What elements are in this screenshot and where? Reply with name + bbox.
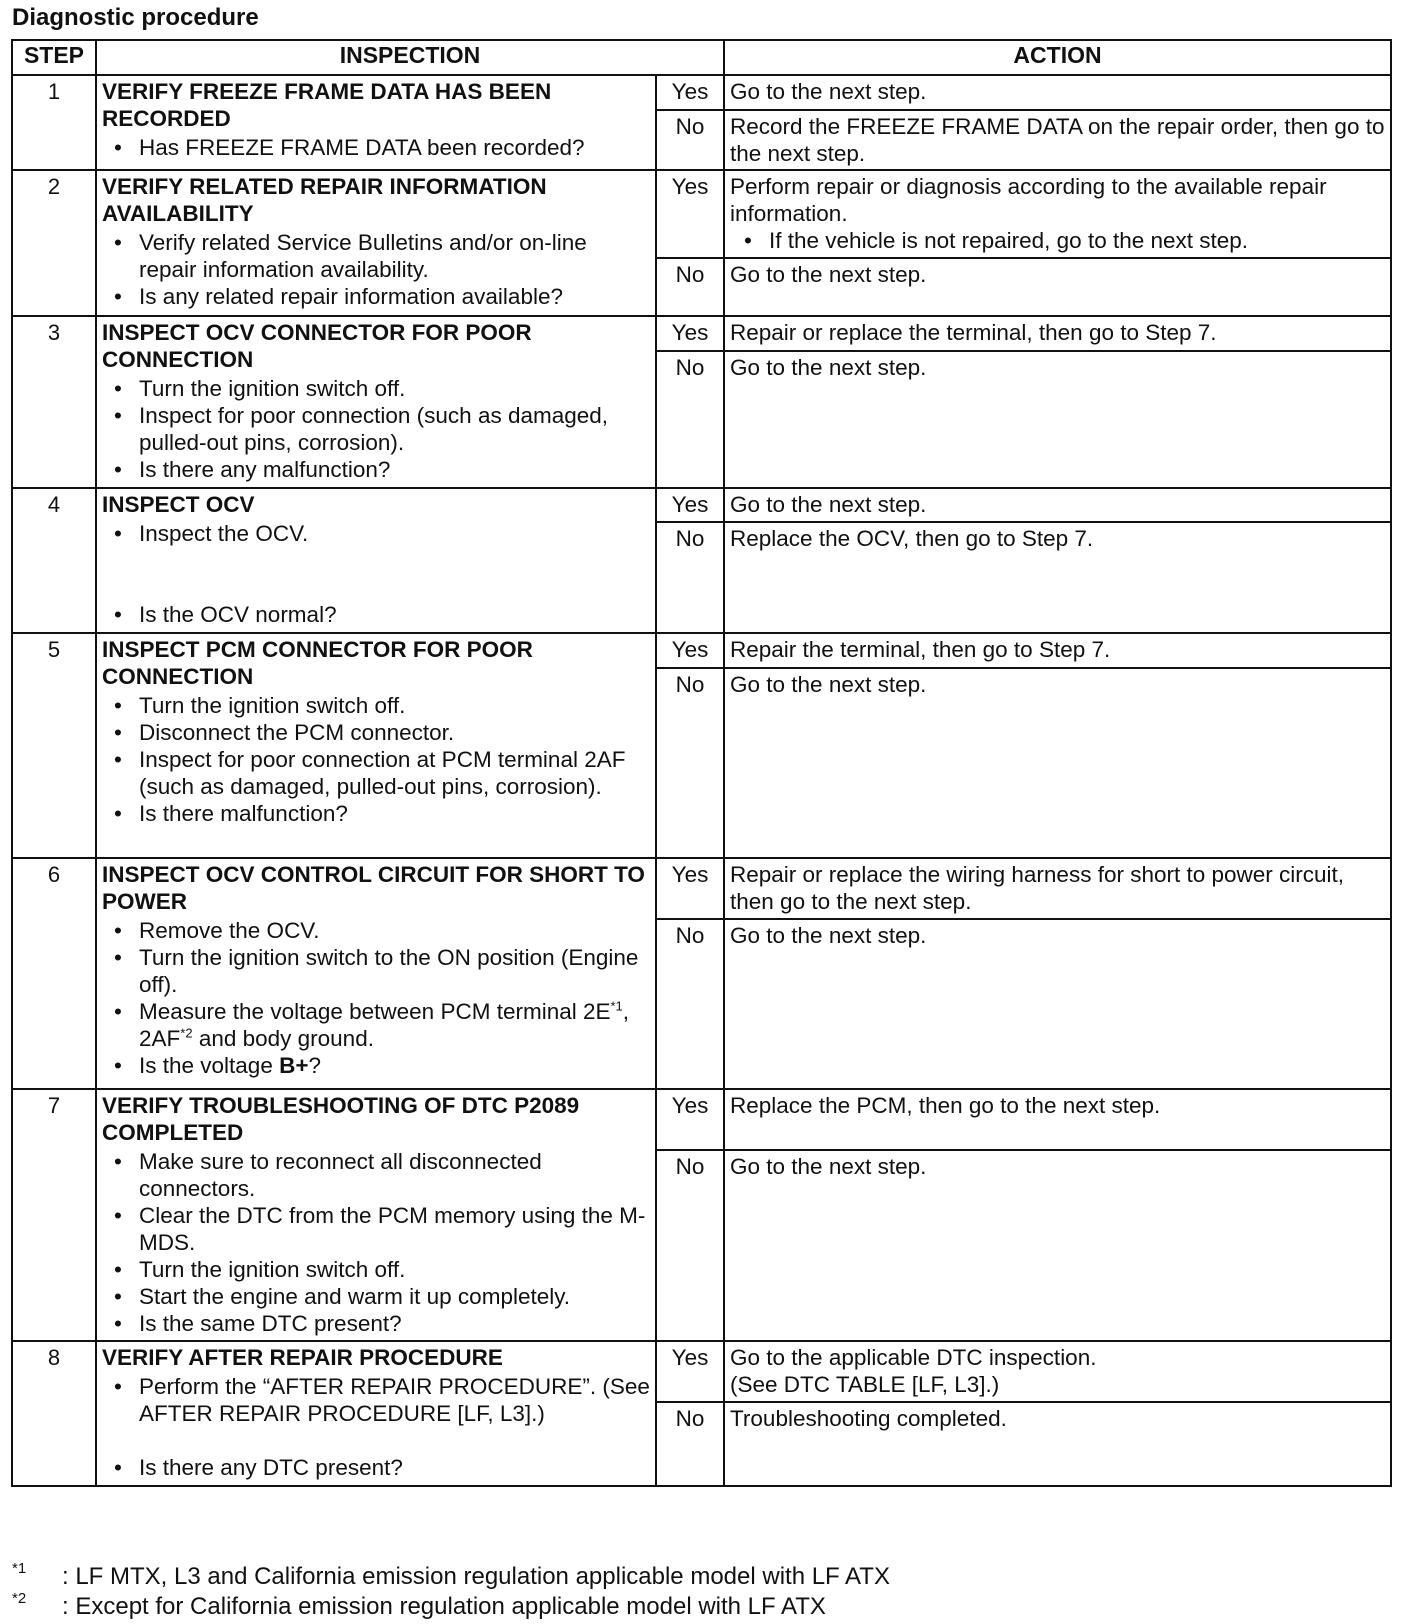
no-action: Go to the next step. (724, 919, 1391, 1089)
no-action: Go to the next step. (724, 258, 1391, 316)
yes-action-text: Perform repair or diagnosis according to the available repair information. (730, 174, 1327, 226)
step-number: 8 (12, 1341, 96, 1486)
no-label: No (656, 258, 724, 316)
yes-action: Go to the next step. (724, 75, 1391, 110)
no-action: Go to the next step. (724, 1150, 1391, 1341)
list-item: • Remove the OCV. (102, 917, 650, 944)
yes-label: Yes (656, 488, 724, 522)
list-item: • Disconnect the PCM connector. (102, 719, 650, 746)
header-step: STEP (12, 40, 96, 75)
inspection-cell (96, 170, 656, 316)
yes-action-text: Go to the applicable DTC inspection. (730, 1345, 1097, 1370)
yes-label: Yes (656, 1341, 724, 1402)
table-header-row (12, 40, 1391, 75)
yes-action: Repair or replace the terminal, then go to Step 7. (724, 316, 1391, 351)
footnote-mark: *2 (12, 1590, 27, 1607)
list-item: • Is there any malfunction? (102, 456, 650, 483)
page-title: Diagnostic procedure (12, 4, 259, 31)
inspection-list (102, 520, 650, 628)
inspection-list (102, 917, 650, 1079)
inspection-list (102, 134, 650, 161)
inspection-list (102, 229, 650, 310)
table-row (12, 75, 1391, 110)
list-item: • Turn the ignition switch off. (102, 1256, 650, 1283)
voltage-question-end: ? (308, 1053, 321, 1078)
step-title: VERIFY TROUBLESHOOTING OF DTC P2089 COMPLETED (102, 1093, 580, 1145)
no-action: Troubleshooting completed. (724, 1402, 1391, 1486)
footnote-2 (12, 1592, 890, 1622)
yes-action: Replace the PCM, then go to the next step. (724, 1089, 1391, 1150)
inspection-list (102, 375, 650, 483)
no-label: No (656, 522, 724, 633)
table-row (12, 316, 1391, 351)
list-item: • Is there any DTC present? (102, 1454, 650, 1481)
table-row (12, 1089, 1391, 1150)
footnote-text: : Except for California emission regulation applicable model with LF ATX (62, 1593, 826, 1620)
yes-action: Go to the next step. (724, 488, 1391, 522)
list-item: • Is the same DTC present? (102, 1310, 650, 1337)
list-item: • Inspect for poor connection at PCM terminal 2AF (such as damaged, pulled-out pins, corrosion). (102, 746, 650, 800)
step-number: 2 (12, 170, 96, 316)
list-item (102, 1052, 650, 1079)
step-number: 7 (12, 1089, 96, 1341)
list-item: • Start the engine and warm it up completely. (102, 1283, 650, 1310)
table-row (12, 488, 1391, 522)
yes-action-reference: (See DTC TABLE [LF, L3].) (730, 1372, 1000, 1397)
inspection-cell (96, 488, 656, 633)
footnote-1 (12, 1562, 890, 1592)
inspection-cell (96, 858, 656, 1089)
step-title: VERIFY RELATED REPAIR INFORMATION AVAILABILITY (102, 174, 547, 226)
step-number: 1 (12, 75, 96, 170)
step-title: INSPECT OCV CONTROL CIRCUIT FOR SHORT TO POWER (102, 862, 645, 914)
inspection-cell (96, 633, 656, 858)
footnote-ref-2: *2 (180, 1025, 193, 1041)
list-item: • Turn the ignition switch off. (102, 692, 650, 719)
list-item: • Perform the “AFTER REPAIR PROCEDURE”. (See AFTER REPAIR PROCEDURE [LF, L3].) (102, 1373, 650, 1427)
no-action: Replace the OCV, then go to Step 7. (724, 522, 1391, 633)
no-label: No (656, 1150, 724, 1341)
table-row (12, 1341, 1391, 1402)
list-item: • Is there malfunction? (102, 800, 650, 827)
footnotes (12, 1562, 890, 1622)
footnote-ref-1: *1 (610, 998, 623, 1014)
list-item: • Inspect the OCV. (102, 520, 650, 547)
inspection-cell (96, 1089, 656, 1341)
step-number: 3 (12, 316, 96, 488)
yes-label: Yes (656, 170, 724, 258)
footnote-mark: *1 (12, 1560, 27, 1577)
voltage-question: Is the voltage (139, 1053, 280, 1078)
list-item (102, 998, 650, 1052)
yes-action (724, 170, 1391, 258)
no-action: Record the FREEZE FRAME DATA on the repair order, then go to the next step. (724, 110, 1391, 170)
no-label: No (656, 1402, 724, 1486)
voltage-value: B+ (279, 1053, 309, 1078)
no-action: Go to the next step. (724, 668, 1391, 858)
table-row (12, 170, 1391, 258)
step-title: INSPECT PCM CONNECTOR FOR POOR CONNECTION (102, 637, 533, 689)
inspection-list (102, 1148, 650, 1337)
list-item: • Turn the ignition switch to the ON position (Engine off). (102, 944, 650, 998)
yes-action (724, 1341, 1391, 1402)
inspection-list (102, 1373, 650, 1481)
list-item: • Is any related repair information available? (102, 283, 650, 310)
step-number: 4 (12, 488, 96, 633)
no-label: No (656, 110, 724, 170)
inspection-cell (96, 316, 656, 488)
yes-label: Yes (656, 316, 724, 351)
diagnostic-procedure-table (11, 39, 1392, 1487)
header-inspection: INSPECTION (96, 40, 724, 75)
yes-action: Repair or replace the wiring harness for short to power circuit, then go to the next step. (724, 858, 1391, 919)
inspection-list (102, 692, 650, 827)
step-title: VERIFY FREEZE FRAME DATA HAS BEEN RECORDED (102, 79, 552, 131)
yes-label: Yes (656, 633, 724, 668)
step-title: INSPECT OCV CONNECTOR FOR POOR CONNECTION (102, 320, 532, 372)
yes-label: Yes (656, 1089, 724, 1150)
table-row (12, 858, 1391, 919)
list-item: • Clear the DTC from the PCM memory using the M-MDS. (102, 1202, 650, 1256)
inspection-cell (96, 75, 656, 170)
list-item: • Has FREEZE FRAME DATA been recorded? (102, 134, 650, 161)
list-item: • Is the OCV normal? (102, 601, 650, 628)
header-action: ACTION (724, 40, 1391, 75)
measure-text-a: Measure the voltage between PCM terminal 2E (139, 999, 611, 1024)
step-number: 6 (12, 858, 96, 1089)
no-label: No (656, 351, 724, 488)
inspection-cell (96, 1341, 656, 1486)
yes-action-bullet: • If the vehicle is not repaired, go to the next step. (730, 227, 1385, 254)
yes-label: Yes (656, 75, 724, 110)
measure-text-b: , 2AF (139, 999, 630, 1051)
list-item: • Make sure to reconnect all disconnected connectors. (102, 1148, 650, 1202)
no-label: No (656, 919, 724, 1089)
footnote-text: : LF MTX, L3 and California emission regulation applicable model with LF ATX (62, 1563, 890, 1590)
yes-action: Repair the terminal, then go to Step 7. (724, 633, 1391, 668)
table-row (12, 633, 1391, 668)
step-title: INSPECT OCV (102, 492, 255, 517)
step-number: 5 (12, 633, 96, 858)
step-title: VERIFY AFTER REPAIR PROCEDURE (102, 1345, 503, 1370)
no-label: No (656, 668, 724, 858)
list-item: • Turn the ignition switch off. (102, 375, 650, 402)
yes-label: Yes (656, 858, 724, 919)
list-item: • Verify related Service Bulletins and/or on-line repair information availability. (102, 229, 650, 283)
list-item: • Inspect for poor connection (such as damaged, pulled-out pins, corrosion). (102, 402, 650, 456)
measure-text-c: and body ground. (192, 1026, 374, 1051)
no-action: Go to the next step. (724, 351, 1391, 488)
